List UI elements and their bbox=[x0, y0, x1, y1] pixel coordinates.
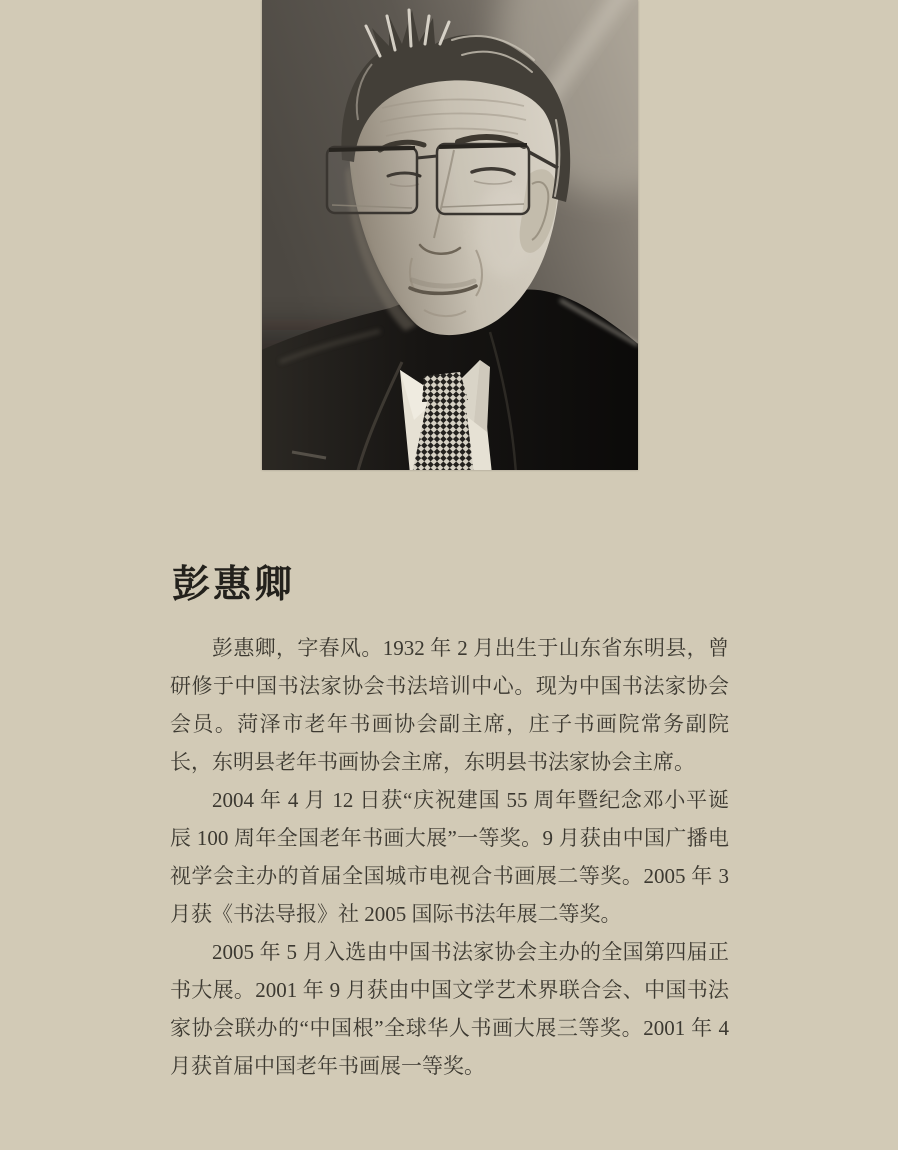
portrait-photo bbox=[262, 0, 638, 470]
bio-paragraph-1: 彭惠卿，字春风。1932 年 2 月出生于山东省东明县，曾研修于中国书法家协会书法培训中心。现为中国书法家协会会员。菏泽市老年书画协会副主席，庄子书画院常务副院长，东明县老年书画协会主席，东明县书法家协会主席。 bbox=[170, 636, 729, 774]
biography-text bbox=[170, 629, 729, 1085]
page-title: 彭惠卿 bbox=[172, 562, 296, 606]
portrait-photo-graphic bbox=[262, 0, 638, 470]
bio-paragraph-3: 2005 年 5 月入选由中国书法家协会主办的全国第四届正书大展。2001 年 9 月获由中国文学艺术界联合会、中国书法家协会联办的“中国根”全球华人书画大展三等奖。2001 年 4 月获首届中国老年书画展一等奖。 bbox=[170, 940, 729, 1078]
glasses bbox=[327, 144, 558, 214]
bio-paragraph-2: 2004 年 4 月 12 日获“庆祝建国 55 周年暨纪念邓小平诞辰 100 周年全国老年书画大展”一等奖。9 月获由中国广播电视学会主办的首届全国城市电视合书画展二等奖。2005 年 3 月获《书法导报》社 2005 国际书法年展二等奖。 bbox=[170, 788, 729, 926]
